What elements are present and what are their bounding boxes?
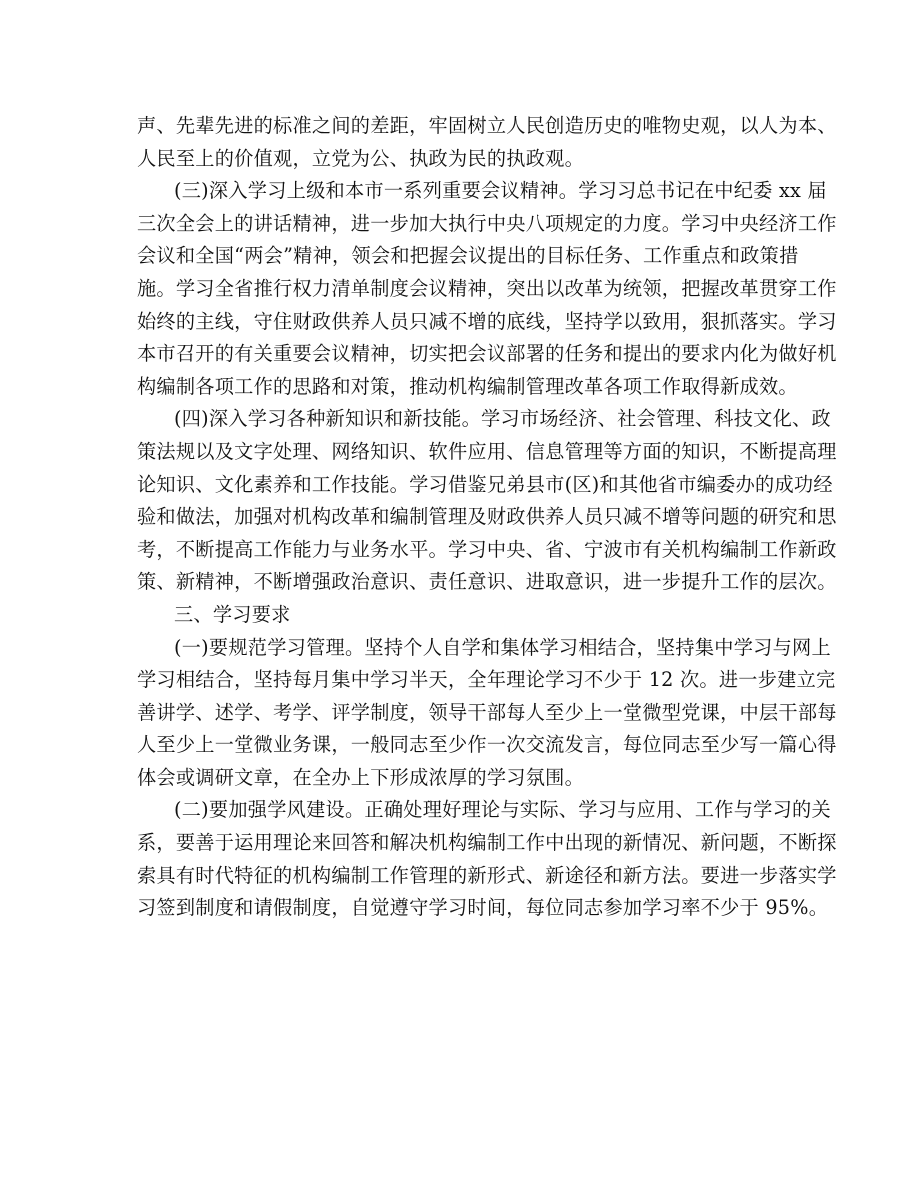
document-page bbox=[137, 110, 837, 925]
text-line: 构编制各项工作的思路和对策，推动机构编制管理改革各项工作取得新成效。 bbox=[137, 374, 798, 398]
section-heading bbox=[137, 599, 799, 632]
text-line: 习签到制度和请假制度，自觉遵守学习时间，每位同志参加学习率不少于 95%。 bbox=[137, 896, 829, 920]
text-line: 索具有时代特征的机构编制工作管理的新形式、新途径和新方法。要进一步落实学 bbox=[137, 863, 837, 887]
paragraph-requirement-1 bbox=[137, 632, 837, 795]
paragraph-item-4 bbox=[137, 403, 837, 599]
text-line: (三)深入学习上级和本市一系列重要会议精神。学习习总书记在中纪委 xx 届 bbox=[174, 179, 827, 203]
text-line: 论知识、文化素养和工作技能。学习借鉴兄弟县市(区)和其他省市编委办的成功经 bbox=[137, 472, 833, 496]
text-line: 系，要善于运用理论来回答和解决机构编制工作中出现的新情况、新问题，不断探 bbox=[137, 831, 837, 855]
paragraph-item-3 bbox=[137, 175, 837, 403]
text-line: 考，不断提高工作能力与业务水平。学习中央、省、宁波市有关机构编制工作新政 bbox=[137, 537, 837, 561]
text-line: (二)要加强学风建设。正确处理好理论与实际、学习与应用、工作与学习的关 bbox=[174, 798, 831, 822]
section-title: 三、学习要求 bbox=[174, 602, 291, 626]
text-line: 体会或调研文章，在全办上下形成浓厚的学习氛围。 bbox=[137, 765, 585, 789]
text-line: 本市召开的有关重要会议精神，切实把会议部署的任务和提出的要求内化为做好机 bbox=[137, 342, 837, 366]
text-line: 声、先辈先进的标准之间的差距，牢固树立人民创造历史的唯物史观，以人为本、 bbox=[137, 114, 837, 137]
text-line: 始终的主线，守住财政供养人员只减不增的底线，坚持学以致用，狠抓落实。学习 bbox=[137, 309, 837, 333]
text-line: 施。学习全省推行权力清单制度会议精神，突出以改革为统领，把握改革贯穿工作 bbox=[137, 276, 837, 300]
text-line: 策法规以及文字处理、网络知识、软件应用、信息管理等方面的知识，不断提高理 bbox=[137, 439, 837, 463]
text-line: 三次全会上的讲话精神，进一步加大执行中央八项规定的力度。学习中央经济工作 bbox=[137, 211, 837, 235]
paragraph-requirement-2 bbox=[137, 794, 837, 924]
text-line: (四)深入学习各种新知识和新技能。学习市场经济、社会管理、科技文化、政 bbox=[174, 407, 831, 431]
text-line: (一)要规范学习管理。坚持个人自学和集体学习相结合，坚持集中学习与网上 bbox=[174, 635, 831, 659]
text-line: 人至少上一堂微业务课，一般同志至少作一次交流发言，每位同志至少写一篇心得 bbox=[137, 733, 837, 757]
text-line: 验和做法，加强对机构改革和编制管理及财政供养人员只减不增等问题的研究和思 bbox=[137, 505, 837, 529]
text-line: 人民至上的价值观，立党为公、执政为民的执政观。 bbox=[137, 146, 585, 170]
text-line: 策、新精神，不断增强政治意识、责任意识、进取意识，进一步提升工作的层次。 bbox=[137, 570, 837, 594]
text-line: 会议和全国“两会”精神，领会和把握会议提出的目标任务、工作重点和政策措 bbox=[137, 244, 799, 268]
text-line: 学习相结合，坚持每月集中学习半天，全年理论学习不少于 12 次。进一步建立完 bbox=[137, 668, 836, 692]
text-line: 善讲学、述学、考学、评学制度，领导干部每人至少上一堂微型党课，中层干部每 bbox=[137, 700, 837, 724]
paragraph-continuation bbox=[137, 110, 837, 175]
